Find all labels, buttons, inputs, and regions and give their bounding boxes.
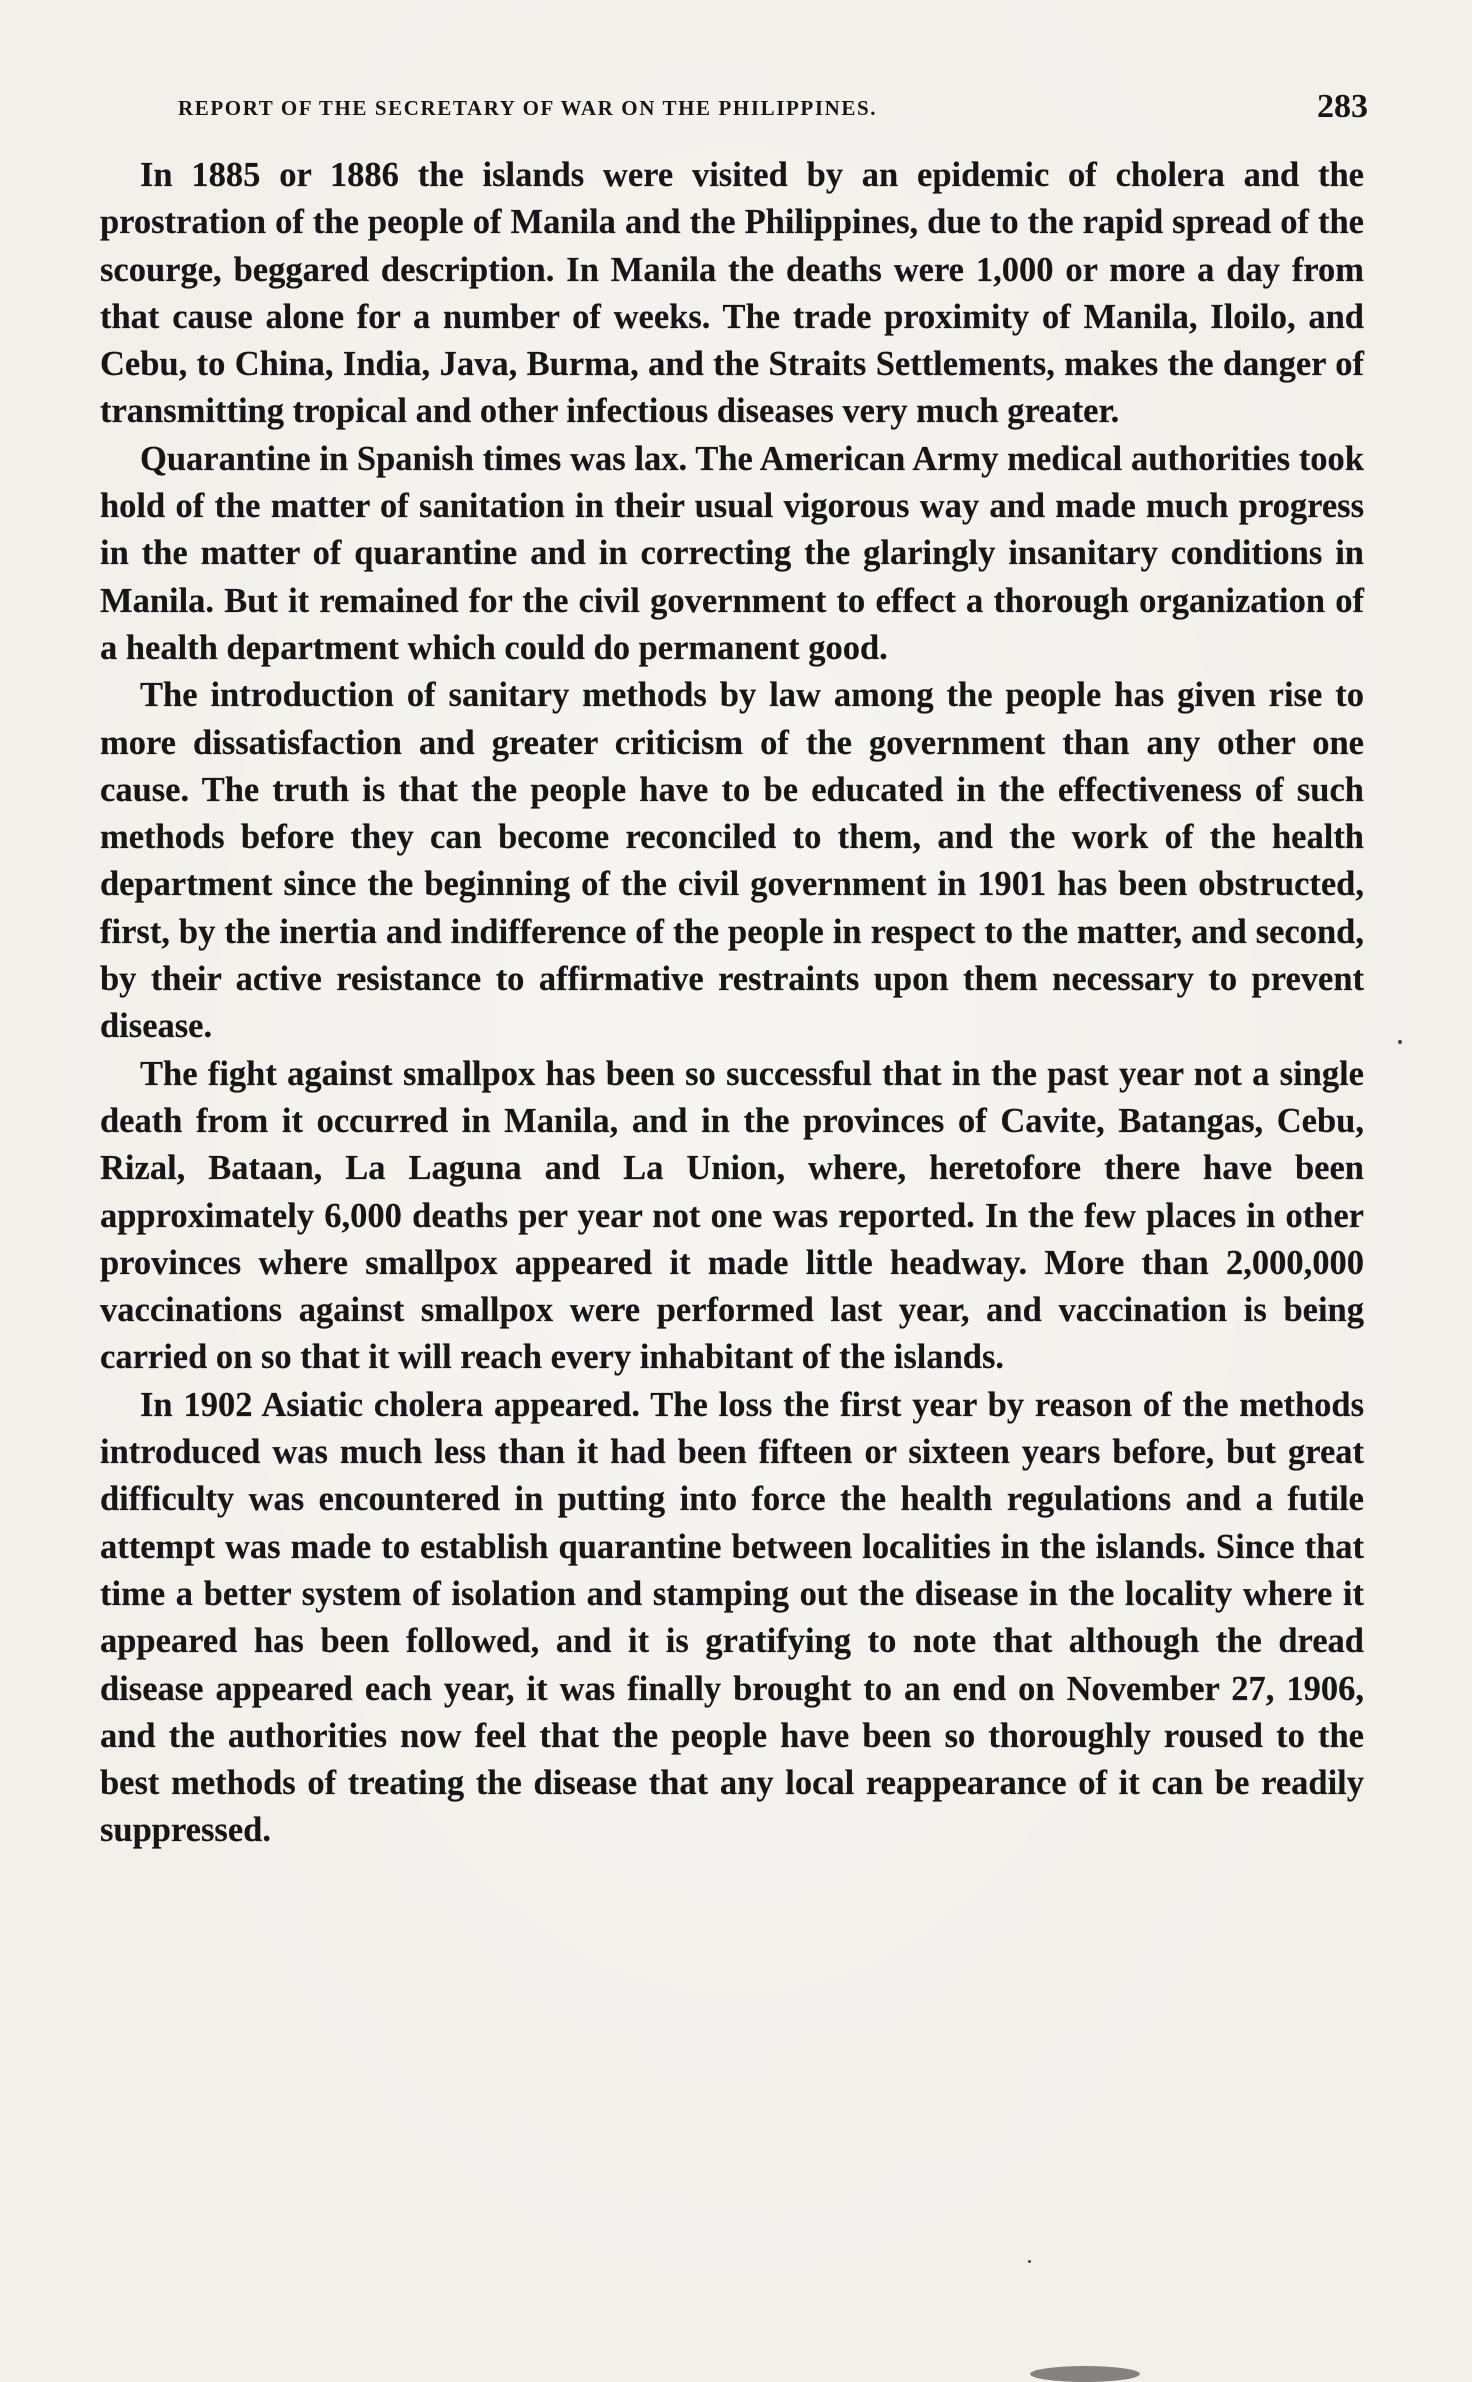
paragraph-asiatic-cholera: In 1902 Asiatic cholera appeared. The loss the first year by reason of the methods introduced was much less than it had been fifteen or sixteen years before, but great difficulty was encountered in putting into force the health regulations and a futile attempt was made to establish quarantine between localities in the islands. Since that time a better system of isolation and stamping out the disease in the locality where it appeared has been followed, and it is gratifying to note that although the dread disease appeared each year, it was finally brought to an end on November 27, 1906, and the authorities now feel that the people have been so thoroughly roused to the best methods of treating the disease that any local reappearance of it can be readily suppressed. bbox=[100, 1385, 1364, 1850]
paragraph-cholera-epidemic: In 1885 or 1886 the islands were visited by an epidemic of cholera and the prostration of the people of Manila and the Philippines, due to the rapid spread of the scourge, beggared description. In Manila the deaths were 1,000 or more a day from that cause alone for a number of weeks. The trade proximity of Manila, Iloilo, and Cebu, to China, India, Java, Burma, and the Straits Settlements, makes the danger of transmitting tropical and other infectious diseases very much greater. bbox=[100, 156, 1364, 431]
body-text bbox=[100, 152, 1364, 1855]
paragraph-quarantine: Quarantine in Spanish times was lax. The American Army medical authorities took hold of the matter of sanitation in their usual vigorous way and made much progress in the matter of quarantine and in correcting the glaringly insanitary conditions in Manila. But it remained for the civil government to effect a thorough organization of a health department which could do permanent good. bbox=[100, 439, 1364, 667]
paragraph-sanitary-methods: The introduction of sanitary methods by law among the people has given rise to more dissatisfaction and greater criticism of the government than any other one cause. The truth is that the people have to be educated in the effectiveness of such methods before they can become reconciled to them, and the work of the health department since the beginning of the civil government in 1901 has been obstructed, first, by the inertia and indifference of the people in respect to the matter, and second, by their active resistance to affirmative restraints upon them necessary to prevent disease. bbox=[100, 676, 1364, 1046]
paragraph-smallpox: The fight against smallpox has been so successful that in the past year not a single death from it occurred in Manila, and in the provinces of Cavite, Batangas, Cebu, Rizal, Bataan, La Laguna and La Union, where, heretofore there have been approximately 6,000 deaths per year not one was reported. In the few places in other provinces where smallpox appeared it made little headway. More than 2,000,000 vaccinations against smallpox were performed last year, and vaccination is being carried on so that it will reach every inhabitant of the islands. bbox=[100, 1054, 1364, 1377]
margin-speck bbox=[1028, 2260, 1031, 2263]
page-number: 283 bbox=[1317, 88, 1368, 125]
margin-speck bbox=[1398, 1040, 1402, 1044]
running-head: REPORT OF THE SECRETARY OF WAR ON THE PHILIPPINES. bbox=[178, 96, 878, 120]
bottom-smudge bbox=[1030, 2366, 1140, 2382]
page-header bbox=[178, 88, 1368, 142]
